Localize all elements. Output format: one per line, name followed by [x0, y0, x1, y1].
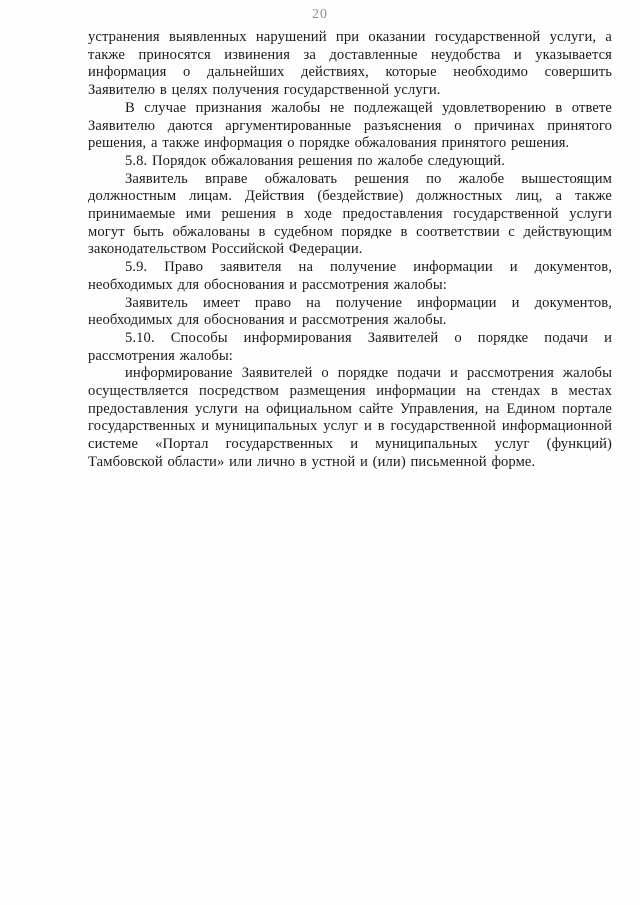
paragraph: 5.8. Порядок обжалования решения по жалобе следующий. — [125, 152, 505, 169]
paragraph: Заявитель имеет право на получение информации и документов, необходимых для обоснования и рассмотрения жалобы. — [88, 294, 612, 329]
paragraph: В случае признания жалобы не подлежащей удовлетворению в ответе Заявителю даются аргументированные разъяснения о причинах принятого решения, а также информация о порядке обжалования принятого решения. — [88, 99, 612, 152]
paragraph: информирование Заявителей о порядке подачи и рассмотрения жалобы осуществляется посредством размещения информации на стендах в местах предоставления услуги на официальном сайте Управления, на Едином портале государственных и муниципальных услуг и в государственной информационной системе «Портал государственных и муниципальных услуг (функций) Тамбовской области» или лично в устной и (или) письменной форме. — [88, 365, 612, 470]
page-number: 20 — [312, 7, 328, 22]
paragraph: 5.9. Право заявителя на получение информации и документов, необходимых для обоснования и рассмотрения жалобы: — [88, 259, 612, 293]
paragraph: Заявитель вправе обжаловать решения по жалобе вышестоящим должностным лицам. Действия (бездействие) должностных лиц, а также принимаемые ими решения в ходе предоставления государственной услуги могут быть обжалованы в судебном порядке в соответствии с действующим законодательством Российской Федерации. — [88, 170, 612, 258]
paragraph: 5.10. Способы информирования Заявителей о порядке подачи и рассмотрения жалобы: — [88, 329, 612, 364]
document-text-block — [88, 29, 612, 472]
paragraph: устранения выявленных нарушений при оказании государственной услуги, а также приносятся извинения за доставленные неудобства и указывается информация о дальнейших действиях, которые необходимо совершить Заявителю в целях получения государственной услуги. — [88, 29, 612, 99]
